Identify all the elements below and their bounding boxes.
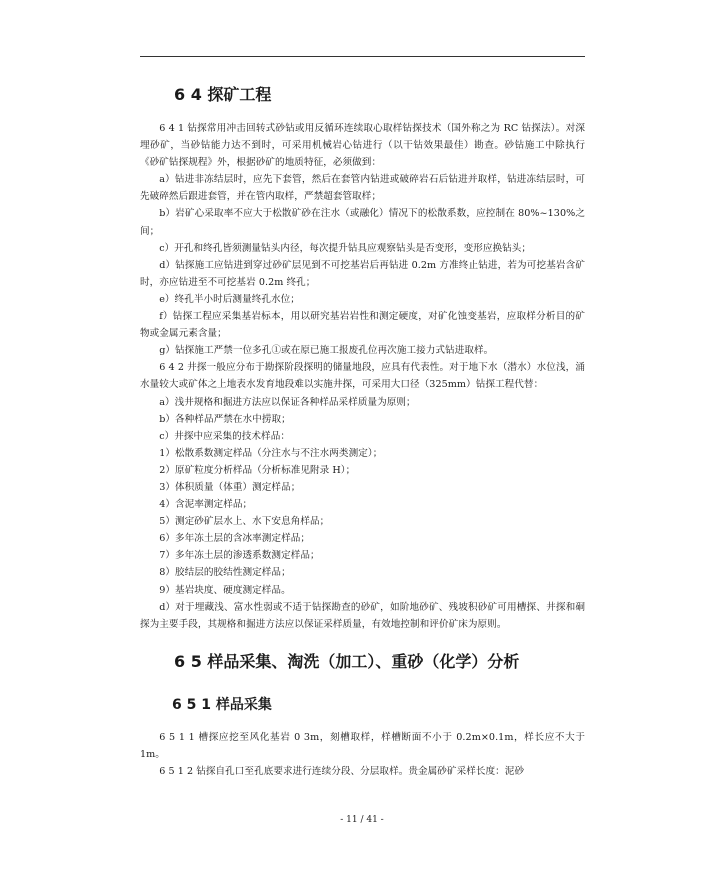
list-item: a）钻进非冻结层时，应先下套管，然后在套管内钻进或破碎岩石后钻进并取样，钻进冻结层时，可先破碎然后跟进套管，并在管内取样，严禁超套管取样； bbox=[140, 174, 585, 203]
list-item: f）钻探工程应采集基岩标本，用以研究基岩岩性和测定硬度，对矿化蚀变基岩，应取样分析目的矿物或金属元素含量； bbox=[140, 311, 585, 340]
list-item: 3）体积质量（体重）测定样品； bbox=[159, 481, 301, 493]
list-item: e）终孔半小时后测量终孔水位； bbox=[159, 293, 300, 305]
list-item: c）开孔和终孔皆须测量钻头内径，每次提升钻具应观察钻头是否变形，变形应换钻头； bbox=[159, 242, 532, 254]
paragraph: 6 5 1 2 钻探自孔口至孔底要求进行连续分段、分层取样。贵金属砂矿采样长度：泥砂 bbox=[159, 766, 525, 777]
page-content bbox=[140, 84, 585, 780]
paragraph: 6 5 1 1 槽探应挖至风化基岩 0 3m，刻槽取样，样槽断面不小于 0.2m×0.1m，样长应不大于 1m。 bbox=[140, 731, 585, 760]
list-item: 7）多年冻土层的渗透系数测定样品； bbox=[159, 550, 320, 562]
list-item: b）各种样品严禁在水中捞取； bbox=[159, 413, 291, 425]
paragraph: 6 4 1 钻探常用冲击回转式砂钻或用反循环连续取心取样钻探技术（国外称之为 RC 钻探法）。对深埋砂矿，当砂钻能力达不到时，可采用机械岩心钻进行（以干钻效果最佳）勘查。砂钻施工中除执行 《砂矿钻探规程》外，根据砂矿的地质特征，必须做到： bbox=[140, 123, 585, 169]
section-64-title: 6 4 探矿工程 bbox=[174, 85, 272, 104]
section-65-title: 6 5 样品采集、淘洗（加工）、重砂（化学）分析 bbox=[174, 651, 520, 671]
list-item: g）钻探施工严禁一位多孔①或在原已施工报废孔位再次施工接力式钻进取样。 bbox=[159, 345, 494, 357]
list-item: 6）多年冻土层的含冰率测定样品； bbox=[159, 533, 310, 545]
list-item: 8）胶结层的胶结性测定样品； bbox=[159, 567, 291, 579]
list-item: 4）含泥率测定样品； bbox=[159, 499, 253, 511]
list-item: 9）基岩块度、硬度测定样品。 bbox=[159, 584, 291, 596]
list-item: d）钻探施工应钻进到穿过砂矿层见到不可挖基岩后再钻进 0.2m 方准终止钻进，若为可挖基岩含矿时，亦应钻进至不可挖基岩 0.2m 终孔； bbox=[140, 259, 585, 288]
list-item: 2）原矿粒度分析样品（分析标准见附录 H）； bbox=[159, 464, 356, 476]
list-item: d）对于埋藏浅、富水性弱或不适于钻探勘查的砂矿，如阶地砂矿、残坡积砂矿可用槽探、井探和硐探为主要手段，其规格和掘进方法应以保证采样质量，有效地控制和评价矿床为原则。 bbox=[140, 601, 585, 630]
list-item: 5）测定砂矿层水上、水下安息角样品； bbox=[159, 516, 330, 528]
list-item: 1）松散系数测定样品（分注水与不注水两类测定）； bbox=[159, 447, 383, 459]
header-rule bbox=[140, 56, 585, 57]
list-item: a）浅井规格和掘进方法应以保证各种样品采样质量为原则； bbox=[159, 396, 416, 408]
list-item: c）井探中应采集的技术样品： bbox=[159, 430, 290, 442]
list-item: b）岩矿心采取率不应大于松散矿砂在注水（或融化）情况下的松散系数，应控制在 80%~130%之间； bbox=[140, 208, 585, 237]
section-651-title: 6 5 1 样品采集 bbox=[172, 696, 272, 713]
paragraph: 6 4 2 井探一般应分布于勘探阶段探明的储量地段，应具有代表性。对于地下水（潜水）水位浅，涌水量较大或矿体之上地表水发育地段难以实施井探，可采用大口径（325mm）钻探工程代替： bbox=[140, 362, 585, 391]
page-number: - 11 / 41 - bbox=[340, 815, 384, 825]
